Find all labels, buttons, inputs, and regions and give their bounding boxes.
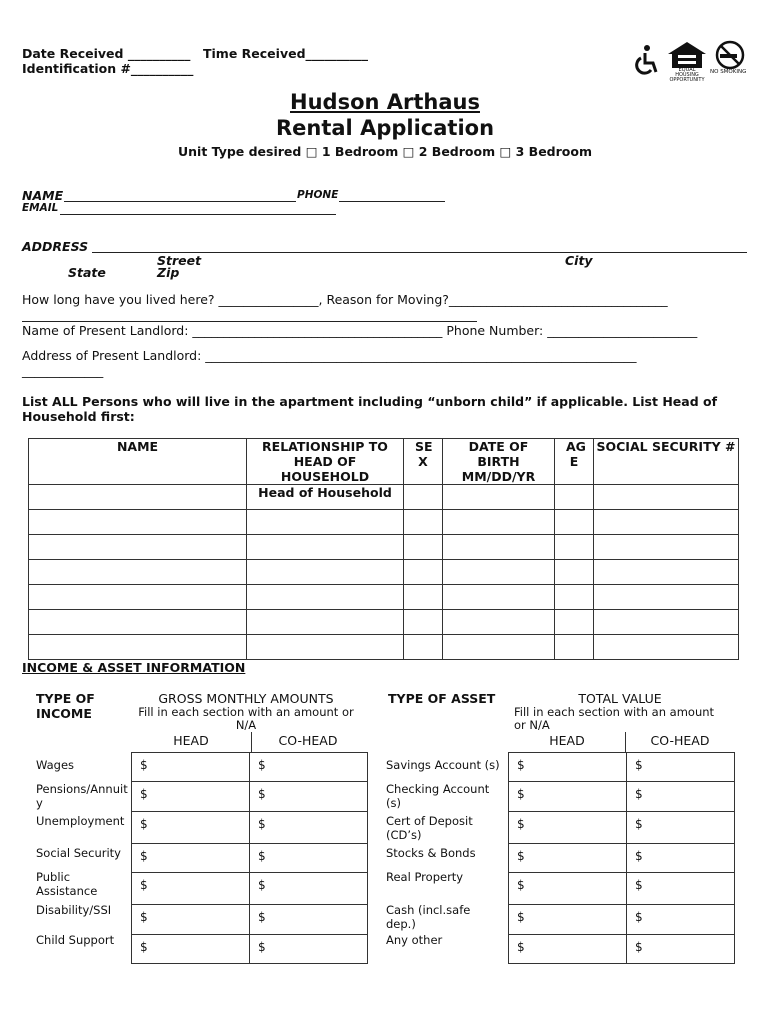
asset-label-checking: Checking Account (s)	[386, 782, 490, 810]
col-age: AG E	[555, 439, 594, 485]
table-header-row	[29, 439, 739, 485]
public-assistance-head-input[interactable]: $	[132, 873, 250, 905]
fill-note-left: Fill in each section with an amount or N/A	[138, 705, 354, 732]
savings-head-input[interactable]: $	[509, 753, 627, 782]
household-table	[28, 438, 739, 660]
street-label: Street	[157, 253, 202, 268]
wheelchair-icon	[632, 44, 658, 76]
name-label: NAME	[22, 188, 64, 203]
asset-values-table	[508, 752, 735, 964]
checking-cohead-input[interactable]: $	[627, 782, 735, 812]
unemployment-cohead-input[interactable]: $	[250, 812, 368, 844]
phone-line[interactable]	[339, 201, 445, 202]
public-assistance-cohead-input[interactable]: $	[250, 873, 368, 905]
social-security-cohead-input[interactable]: $	[250, 844, 368, 873]
col-dob: DATE OF BIRTH MM/DD/YR	[443, 439, 555, 485]
income-label-child-support: Child Support	[36, 933, 115, 947]
page-subtitle: Rental Application	[275, 116, 495, 140]
any-other-cohead-input[interactable]: $	[627, 935, 735, 964]
col-ssn: SOCIAL SECURITY #	[594, 439, 739, 485]
household-instruction: List ALL Persons who will live in the apartment including “unborn child” if applicable. List Head of	[22, 394, 718, 409]
col-sex: SE X	[404, 439, 443, 485]
child-support-head-input[interactable]: $	[132, 935, 250, 964]
asset-head-header: HEAD	[549, 733, 585, 748]
cash-cohead-input[interactable]: $	[627, 905, 735, 935]
asset-label-cash: Cash (incl.safe dep.)	[386, 903, 471, 931]
any-other-head-input[interactable]: $	[509, 935, 627, 964]
type-of-asset-header: TYPE OF ASSET	[388, 691, 496, 706]
cd-cohead-input[interactable]: $	[627, 812, 735, 844]
cash-head-input[interactable]: $	[509, 905, 627, 935]
real-property-head-input[interactable]: $	[509, 873, 627, 905]
how-long-field[interactable]: How long have you lived here? ________________, Reason for Moving?___________________________________	[22, 292, 668, 307]
income-label-disability: Disability/SSI	[36, 903, 112, 917]
city-label: City	[565, 253, 593, 268]
income-label-public-assistance: Public Assistance	[36, 870, 98, 898]
wages-head-input[interactable]: $	[132, 753, 250, 782]
asset-header-divider	[625, 732, 626, 752]
equal-housing-caption: EQUAL HOUSING OPPORTUNITY	[669, 67, 705, 83]
income-section-title: INCOME & ASSET INFORMATION	[22, 660, 246, 675]
unit-type-options[interactable]: Unit Type desired □ 1 Bedroom □ 2 Bedroom □ 3 Bedroom	[177, 144, 592, 159]
table-row[interactable]	[29, 610, 739, 635]
income-label-social-security: Social Security	[36, 846, 121, 860]
head-of-household-cell: Head of Household	[247, 485, 404, 510]
phone-label: PHONE	[297, 189, 339, 201]
asset-label-cd: Cert of Deposit (CD’s)	[386, 814, 473, 842]
email-label: EMAIL	[22, 202, 59, 214]
address-label: ADDRESS	[22, 239, 89, 254]
no-smoking-icon	[714, 40, 746, 70]
name-line[interactable]	[64, 201, 296, 202]
income-head-header: HEAD	[173, 733, 209, 748]
checking-head-input[interactable]: $	[509, 782, 627, 812]
total-value-header: TOTAL VALUE	[578, 691, 662, 706]
disability-head-input[interactable]: $	[132, 905, 250, 935]
fill-note-right: Fill in each section with an amount or N/A	[514, 705, 715, 732]
child-support-cohead-input[interactable]: $	[250, 935, 368, 964]
asset-label-real-property: Real Property	[386, 870, 464, 884]
table-row[interactable]	[29, 560, 739, 585]
col-relationship: RELATIONSHIP TO HEAD OF HOUSEHOLD	[247, 439, 404, 485]
household-instruction-cont: Household first:	[22, 409, 135, 424]
pensions-cohead-input[interactable]: $	[250, 782, 368, 812]
page-title: Hudson Arthaus	[290, 90, 480, 114]
income-label-unemployment: Unemployment	[36, 814, 125, 828]
asset-label-stocks: Stocks & Bonds	[386, 846, 476, 860]
date-received-field[interactable]: Date Received __________	[22, 46, 191, 61]
stocks-head-input[interactable]: $	[509, 844, 627, 873]
income-label-pensions: Pensions/Annuity	[36, 782, 128, 810]
state-label: State	[68, 265, 106, 280]
time-received-field[interactable]: Time Received__________	[203, 46, 369, 61]
savings-cohead-input[interactable]: $	[627, 753, 735, 782]
identification-field[interactable]: Identification #__________	[22, 61, 194, 76]
table-row[interactable]	[29, 535, 739, 560]
table-row[interactable]	[29, 585, 739, 610]
email-line[interactable]	[60, 214, 336, 215]
table-row[interactable]	[29, 510, 739, 535]
table-row[interactable]	[29, 485, 739, 510]
asset-label-any-other: Any other	[386, 933, 443, 947]
type-of-income-header: TYPE OF INCOME	[36, 691, 95, 721]
gross-monthly-header: GROSS MONTHLY AMOUNTS	[158, 691, 334, 706]
no-smoking-caption: NO SMOKING	[710, 69, 747, 75]
pensions-head-input[interactable]: $	[132, 782, 250, 812]
stocks-cohead-input[interactable]: $	[627, 844, 735, 873]
moving-reason-continuation-line[interactable]	[22, 321, 477, 322]
income-cohead-header: CO-HEAD	[278, 733, 338, 748]
income-header-divider	[251, 732, 252, 752]
landlord-address-continuation[interactable]: _____________	[22, 363, 104, 378]
asset-cohead-header: CO-HEAD	[650, 733, 710, 748]
social-security-head-input[interactable]: $	[132, 844, 250, 873]
income-amounts-table	[131, 752, 368, 964]
landlord-name-field[interactable]: Name of Present Landlord: ________________________________________ Phone Number: ________________________	[22, 323, 698, 338]
col-name: NAME	[29, 439, 247, 485]
income-label-wages: Wages	[36, 758, 75, 772]
table-row[interactable]	[29, 635, 739, 660]
disability-cohead-input[interactable]: $	[250, 905, 368, 935]
asset-label-savings: Savings Account (s)	[386, 758, 500, 772]
landlord-address-field[interactable]: Address of Present Landlord: _____________________________________________________________________	[22, 348, 637, 363]
real-property-cohead-input[interactable]: $	[627, 873, 735, 905]
cd-head-input[interactable]: $	[509, 812, 627, 844]
wages-cohead-input[interactable]: $	[250, 753, 368, 782]
zip-label: Zip	[157, 265, 180, 280]
unemployment-head-input[interactable]: $	[132, 812, 250, 844]
